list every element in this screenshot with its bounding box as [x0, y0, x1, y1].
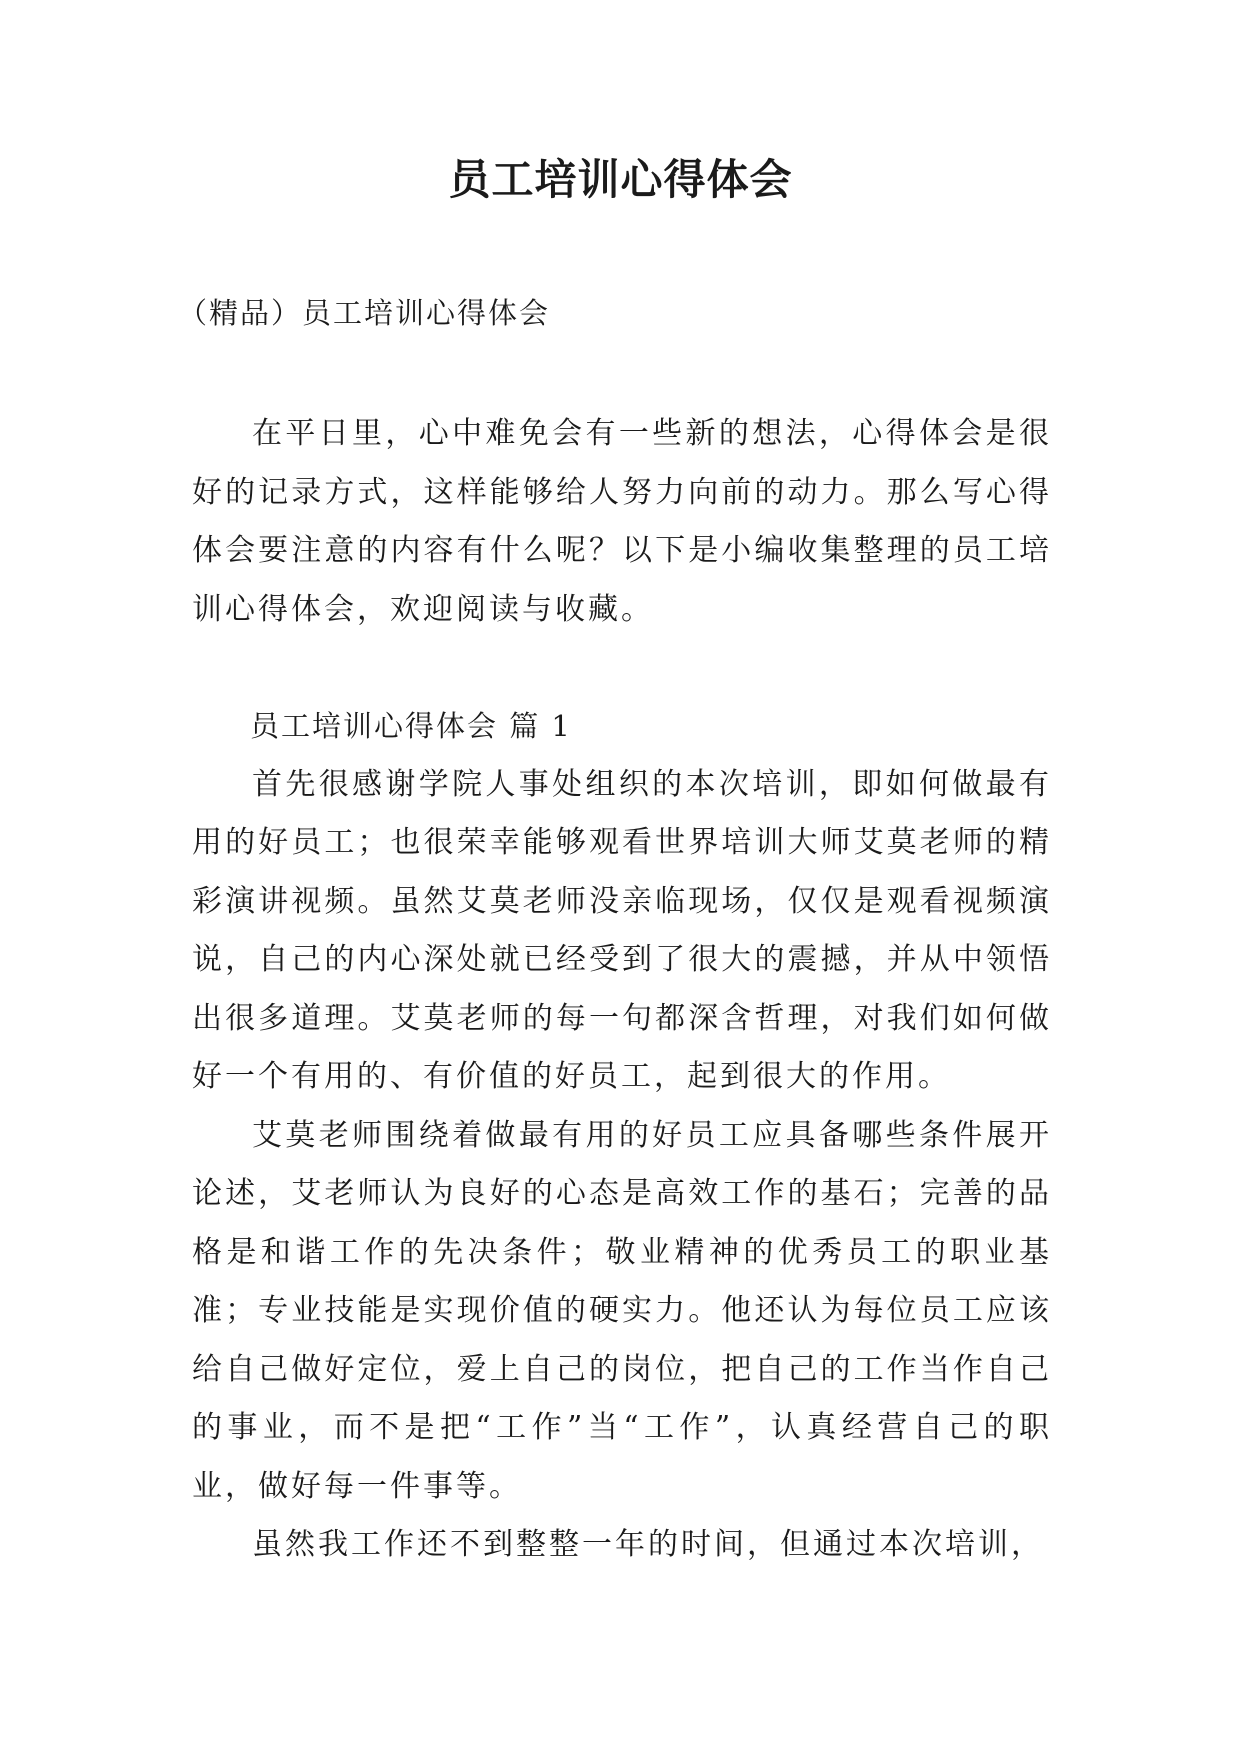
section-heading: 员工培训心得体会 篇 1: [250, 709, 572, 743]
document-body: [192, 405, 1052, 1575]
body-paragraph-3: 虽然我工作还不到整整一年的时间，但通过本次培训，: [252, 1527, 1044, 1562]
document-title: 员工培训心得体会: [448, 155, 793, 204]
document-subtitle: （精品）员工培训心得体会: [178, 296, 551, 330]
body-paragraph-1: 首先很感谢学院人事处组织的本次培训，即如何做最有用的好员工；也很荣幸能够观看世界培训大师艾莫老师的精彩演讲视频。虽然艾莫老师没亲临现场，仅仅是观看视频演说，自己的内心深处就已经受到了很大的震撼，并从中领悟出很多道理。艾莫老师的每一句都深含哲理，对我们如何做好一个有用的、有价值的好员工，起到很大的作用。: [192, 766, 1052, 1094]
intro-paragraph: 在平日里，心中难免会有一些新的想法，心得体会是很好的记录方式，这样能够给人努力向前的动力。那么写心得体会要注意的内容有什么呢？以下是小编收集整理的员工培训心得体会，欢迎阅读与收藏。: [192, 416, 1052, 627]
body-paragraph-2: 艾莫老师围绕着做最有用的好员工应具备哪些条件展开论述，艾老师认为良好的心态是高效工作的基石；完善的品格是和谐工作的先决条件；敬业精神的优秀员工的职业基准；专业技能是实现价值的硬实力。他还认为每位员工应该给自己做好定位，爱上自己的岗位，把自己的工作当作自己的事业，而不是把“工作”当“工作”，认真经营自己的职业，做好每一件事等。: [192, 1117, 1052, 1504]
paragraph-spacer: [192, 639, 1052, 697]
